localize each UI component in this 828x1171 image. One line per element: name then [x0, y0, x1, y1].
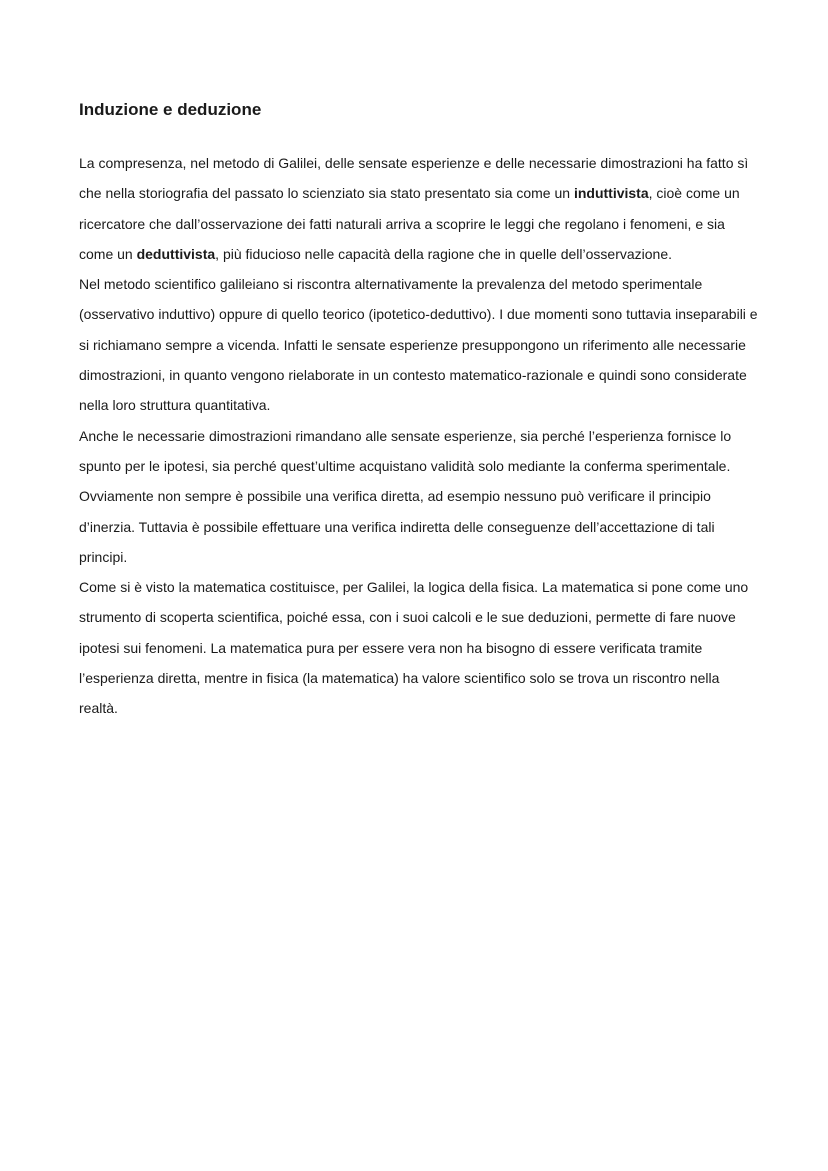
paragraph-1-part-c: , più fiducioso nelle capacità della ragione che in quelle dell’osservazione. [215, 245, 673, 262]
document-body [79, 148, 759, 724]
term-deduttivista: deduttivista [136, 245, 216, 262]
paragraph-2: Nel metodo scientifico galileiano si riscontra alternativamente la prevalenza del metodo sperimentale (osservativo induttivo) oppure di quello teorico (ipotetico-deduttivo). I due momenti sono tuttavia inseparabili e si richiamano sempre a vicenda. Infatti le sensate esperienze presuppongono un riferimento alle necessarie dimostrazioni, in quanto vengono rielaborate in un contesto matematico-razionale e quindi sono considerate nella loro struttura quantitativa. [79, 276, 758, 414]
document-page [79, 98, 759, 724]
paragraph-1-part-a: La compresenza, nel metodo di Galilei, delle sensate esperienze e delle necessarie dimostrazioni ha fatto sì che nella storiografia del passato lo scienziato sia stato presentato sia come un [79, 155, 749, 202]
term-induttivista: induttivista [573, 185, 649, 202]
paragraph-4: Ovviamente non sempre è possibile una verifica diretta, ad esempio nessuno può verificare il principio d’inerzia. Tuttavia è possibile effettuare una verifica indiretta delle conseguenze dell’accettazione di tali principi. [79, 488, 715, 565]
paragraph-1 [79, 148, 759, 269]
paragraph-3: Anche le necessarie dimostrazioni rimandano alle sensate esperienze, sia perché l’esperienza fornisce lo spunto per le ipotesi, sia perché quest’ultime acquistano validità solo mediante la conferma sperimentale. [79, 427, 732, 474]
paragraph-1-part-b: , cioè come un ricercatore che dall’osservazione dei fatti naturali arriva a scoprire le leggi che regolano i fenomeni, e sia come un [79, 185, 740, 262]
paragraph-5: Come si è visto la matematica costituisce, per Galilei, la logica della fisica. La matematica si pone come uno strumento di scoperta scientifica, poiché essa, con i suoi calcoli e le sue deduzioni, permette di fare nuove ipotesi sui fenomeni. La matematica pura per essere vera non ha bisogno di essere verificata tramite l’esperienza diretta, mentre in fisica (la matematica) ha valore scientifico solo se trova un riscontro nella realtà. [79, 579, 749, 717]
document-title: Induzione e deduzione [79, 100, 262, 119]
